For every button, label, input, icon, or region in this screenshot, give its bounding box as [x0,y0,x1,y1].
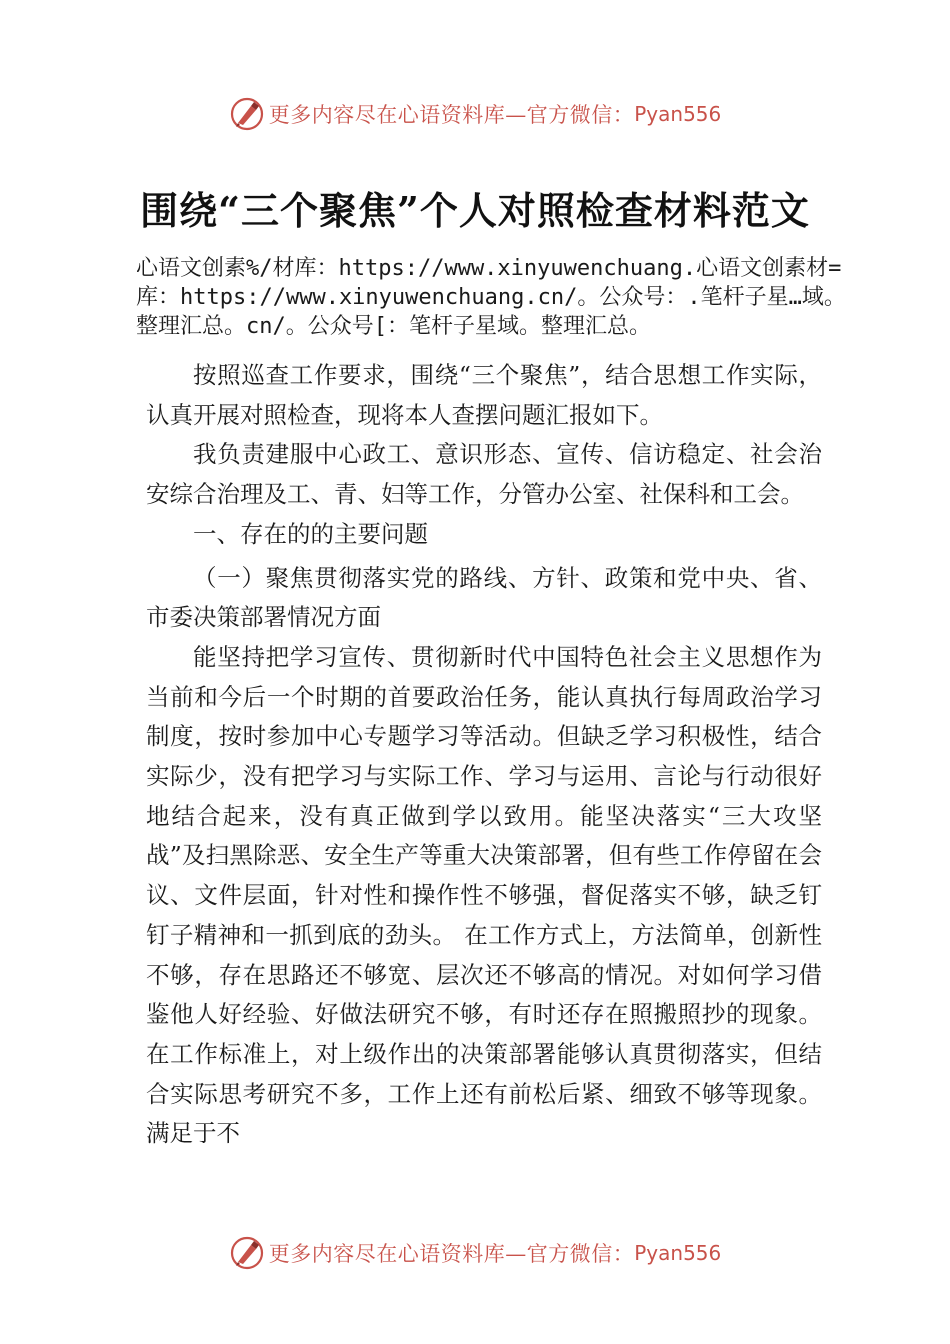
wechat-id: Pyan556 [634,1241,722,1265]
paragraph-responsibilities: 我负责建服中心政工、意识形态、宣传、信访稳定、社会治安综合治理及工、青、妇等工作，分管办公室、社保科和工会。 [146,440,822,509]
banner-text: 更多内容尽在心语资料库—官方微信： [268,103,635,127]
pen-nib-logo-icon [229,1235,265,1271]
document-title: 围绕“三个聚焦”个人对照检查材料范文 [140,188,810,233]
subsection-heading: （一）聚焦贯彻落实党的路线、方针、政策和党中央、省、市委决策部署情况方面 [146,563,822,632]
document-body [146,356,822,1154]
paragraph-intro: 按照巡查工作要求，围绕“三个聚焦”，结合思想工作实际，认真开展对照检查，现将本人查摆问题汇报如下。 [146,361,822,429]
header-banner [0,92,950,136]
wechat-id: Pyan556 [634,102,722,126]
section-heading: 一、存在的的主要问题 [193,519,428,548]
pen-nib-logo-icon [229,96,265,132]
banner-text: 更多内容尽在心语资料库—官方微信： [268,1242,635,1266]
source-note: 心语文创素%/材库：https://www.xinyuwenchuang.心语文创素材=库：https://www.xinyuwenchuang.cn/。公众号：.笔杆子星…域。整理汇总。cn/。公众号[：笔杆子星域。整理汇总。 [136,256,846,339]
footer-banner [0,1231,950,1275]
paragraph-main: 能坚持把学习宣传、贯彻新时代中国特色社会主义思想作为当前和今后一个时期的首要政治任务，能认真执行每周政治学习制度，按时参加中心专题学习等活动。但缺乏学习积极性，结合实际少，没有把学习与实际工作、学习与运用、言论与行动很好地结合起来，没有真正做到学以致用。能坚决落实“三大攻坚战”及扫黑除恶、安全生产等重大决策部署，但有些工作停留在会议、文件层面，针对性和操作性不够强，督促落实不够，缺乏钉钉子精神和一抓到底的劲头。 在工作方式上，方法简单，创新性不够，存在思路还不够宽、层次还不够高的情况。对如何学习借鉴他人好经验、好做法研究不够，有时还存在照搬照抄的现象。在工作标准上，对上级作出的决策部署能够认真贯彻落实，但结合实际思考研究不多，工作上还有前松后紧、细致不够等现象。满足于不 [146,642,822,1148]
